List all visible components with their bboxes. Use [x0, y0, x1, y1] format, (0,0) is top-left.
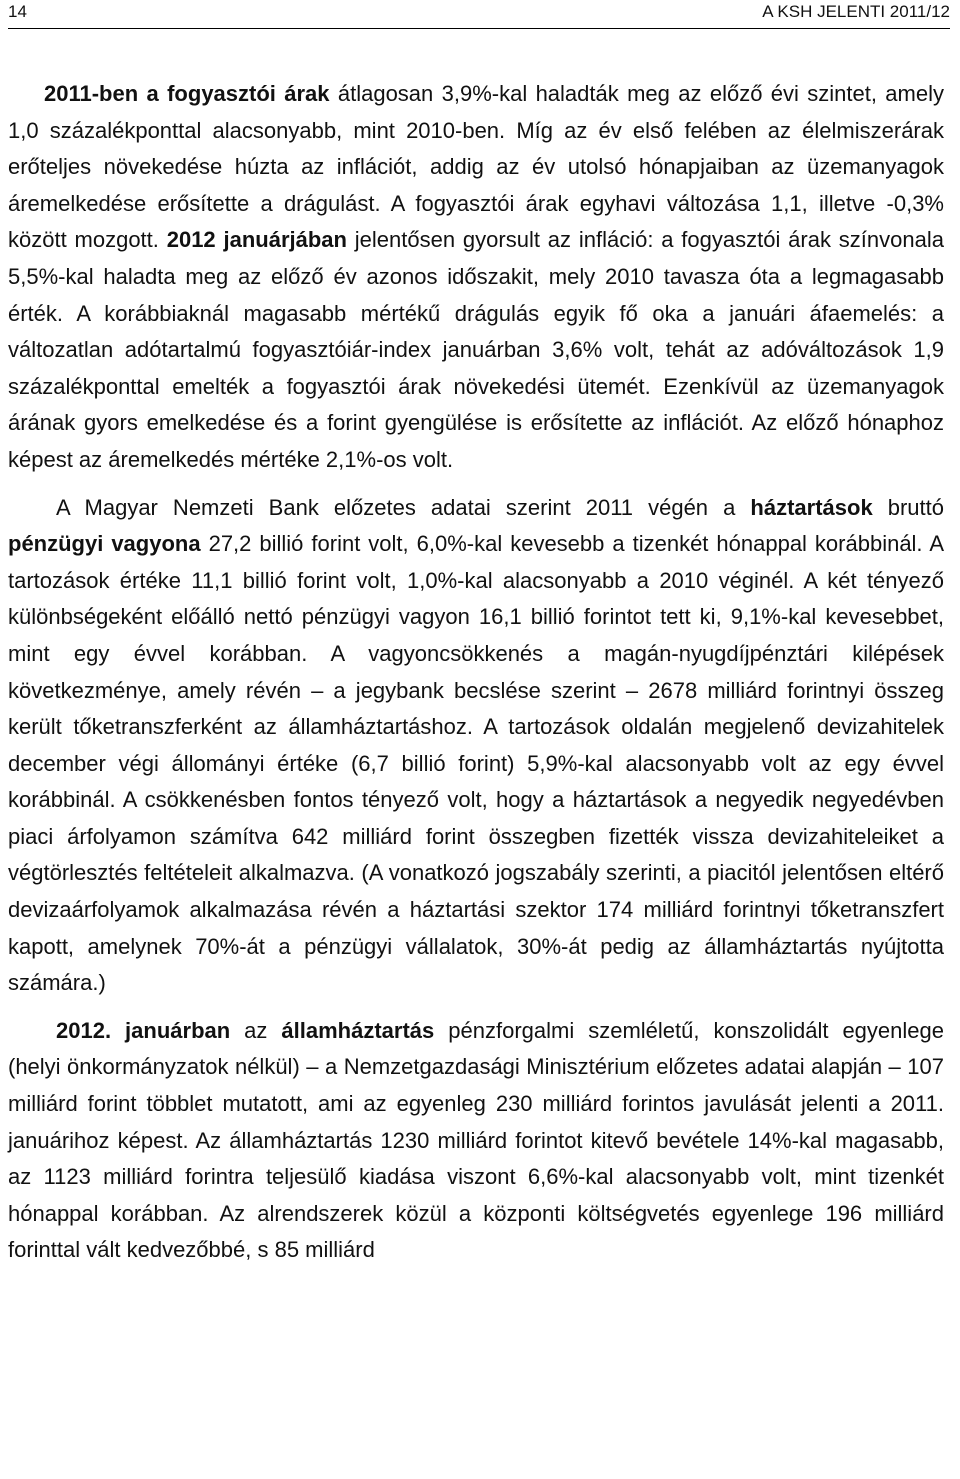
publication-title: A KSH JELENTI 2011/12 [762, 2, 950, 21]
emphasis: államháztartás [281, 1017, 435, 1043]
paragraph-household-wealth [8, 490, 944, 1002]
paragraph-text: pénzforgalmi szemléletű, konszolidált egyenlege (helyi önkormányzatok nélkül) – a Nemzetgazdasági Minisztérium előzetes adatai alapján – 107 milliárd forint többlet mutatott, ami az egyenleg 230 milliárd forintos javulását jelenti a 2011. januárihoz képest. Az államháztartás 1230 milliárd forintot kitevő bevétele 14%-kal magasabb, az 1123 milliárd forintra teljesülő kiadása viszont 6,6%-kal alacsonyabb volt, mint tizenkét hónappal korábban. Az alrendszerek közül a központi költségvetés egyenlege 196 milliárd forinttal vált kedvezőbbé, s 85 milliárd [8, 1017, 944, 1263]
document-body [8, 76, 944, 1269]
paragraph-text: jelentősen gyorsult az infláció: a fogyasztói árak színvonala 5,5%-kal haladta meg az előző év azonos időszakit, mely 2010 tavasza óta a legmagasabb érték. A korábbiaknál magasabb mértékű drágulás egyik fő oka a januári áfaemelés: a változatlan adótartalmú fogyasztóiár-index januárban 3,6% volt, tehát az adóváltozások 1,9 százalékponttal emelték a fogyasztói árak növekedési ütemét. Ezenkívül az üzemanyagok árának gyors emelkedése és a forint gyengülése is erősítette az inflációt. Az előző hónaphoz képest az áremelkedés mértéke 2,1%-os volt. [8, 227, 944, 472]
paragraph-inflation [8, 76, 944, 479]
emphasis: 2012. januárban [56, 1017, 231, 1043]
paragraph-text: az [230, 1017, 282, 1043]
page-header [8, 0, 950, 29]
paragraph-text: átlagosan 3,9%-kal haladták meg az előző évi szintet, amely 1,0 százalékponttal alacsonyabb, mint 2010-ben. Míg az év első felében az élelmiszerárak erőteljes növekedése húzta az inflációt, addig az év utolsó hónapjaiban az üzemanyagok áremelkedése erősítette a drágulást. A fogyasztói árak egyhavi változása 1,1, illetve -0,3% között mozgott. [8, 81, 944, 253]
paragraph-text: bruttó [872, 494, 945, 520]
emphasis: 2011-ben a [44, 81, 168, 106]
emphasis: háztartások [750, 494, 873, 520]
paragraph-text: 27,2 billió forint volt, 6,0%-kal kevesebb a tizenkét hónappal korábbinál. A tartozások értéke 11,1 billió forint volt, 1,0%-kal alacsonyabb a 2010 véginél. A két tényező különbségeként előálló nettó pénzügyi vagyon 16,1 billió forintot tett ki, 9,1%-kal kevesebbet, mint egy évvel korábban. A vagyoncsökkenés a magán-nyugdíjpénztári kilépések következménye, amely révén – a jegybank becslése szerint – 2678 milliárd forintnyi összeg került tőketranszferként az államháztartáshoz. A tartozások oldalán megjelenő devizahitelek december végi állományi értéke (6,7 billió forint) 5,9%-kal alacsonyabb volt az egy évvel korábbinál. A csökkenésben fontos tényező volt, hogy a háztartások a negyedik negyedévben piaci árfolyamon számítva 642 milliárd forint összegben fizették vissza devizahiteleiket a végtörlesztés feltételeit alkalmazva. (A vonatkozó jogszabály szerinti, a piacitól jelentősen eltérő devizaárfolyamok alkalmazása révén a háztartási szektor 174 milliárd forintnyi tőketranszfert kapott, amelynek 70%-át a pénzügyi vállalatok, 30%-át pedig az államháztartás nyújtotta számára.) [8, 531, 944, 996]
page-number: 14 [8, 2, 27, 21]
emphasis: 2012 januárjában [166, 227, 347, 253]
emphasis: fogyasztói árak [167, 81, 330, 106]
paragraph-government-budget [8, 1013, 944, 1269]
emphasis: pénzügyi vagyona [8, 531, 201, 557]
paragraph-text: A Magyar Nemzeti Bank előzetes adatai szerint 2011 végén a [56, 494, 751, 520]
